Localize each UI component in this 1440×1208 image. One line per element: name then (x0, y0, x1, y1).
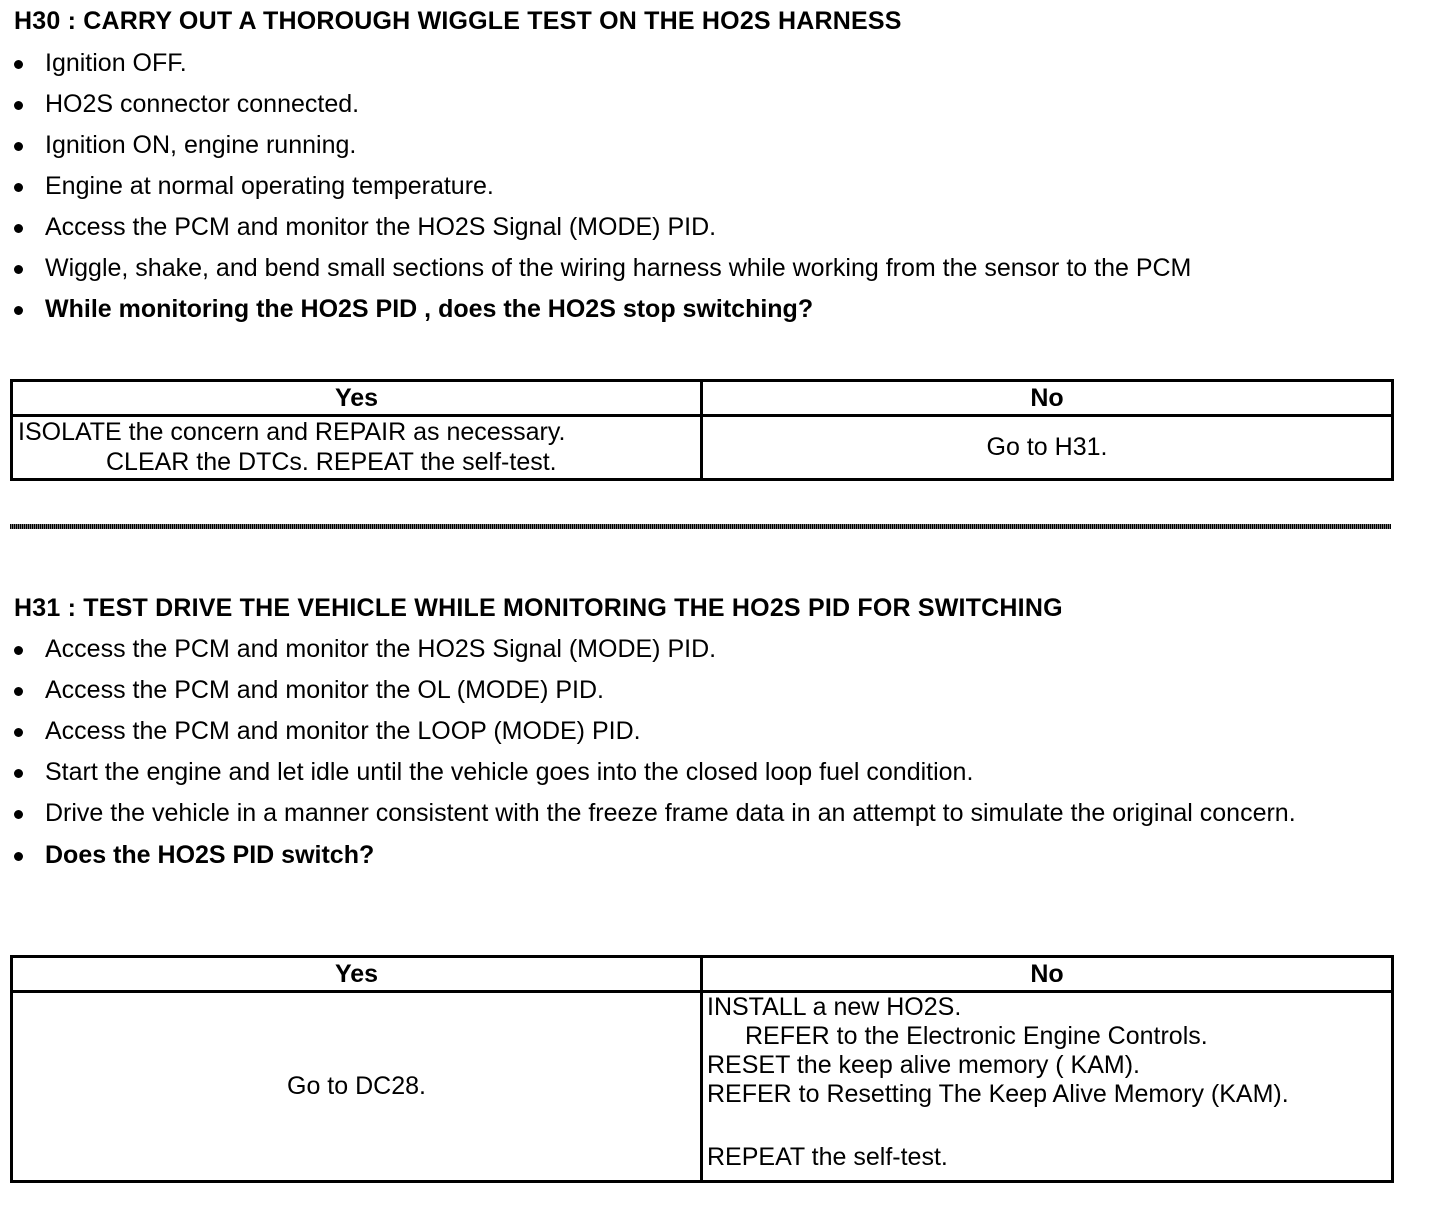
h31-title: H31 : TEST DRIVE THE VEHICLE WHILE MONITORING THE HO2S PID FOR SWITCHING (14, 594, 1063, 622)
h31-no-cell (702, 992, 1393, 1182)
h31-step-5: Drive the vehicle in a manner consistent with the freeze frame data in an attempt to simulate the original concern. (14, 798, 1394, 829)
h30-result-table (10, 379, 1394, 481)
h30-yes-line-2: CLEAR the DTCs. REPEAT the self-test. (106, 448, 557, 476)
h31-yes-header: Yes (12, 957, 702, 992)
h31-step-3: Access the PCM and monitor the LOOP (MODE) PID. (14, 716, 1394, 746)
section-divider (10, 524, 1391, 529)
h31-question: Does the HO2S PID switch? (14, 840, 1394, 870)
h30-step-3: Ignition ON, engine running. (14, 130, 1394, 160)
h30-no-header: No (702, 381, 1393, 416)
h30-step-2: HO2S connector connected. (14, 89, 1394, 119)
h30-step-1: Ignition OFF. (14, 48, 1394, 78)
h31-no-line-5: REPEAT the self-test. (707, 1143, 948, 1171)
h30-step-4: Engine at normal operating temperature. (14, 171, 1394, 201)
h31-no-line-4: REFER to Resetting The Keep Alive Memory (KAM). (707, 1080, 1289, 1108)
h31-no-header: No (702, 957, 1393, 992)
h31-no-line-2: REFER to the Electronic Engine Controls. (745, 1022, 1208, 1050)
h30-title: H30 : CARRY OUT A THOROUGH WIGGLE TEST ON THE HO2S HARNESS (14, 7, 902, 35)
h30-step-list (14, 48, 1394, 335)
h31-yes-cell: Go to DC28. (12, 992, 702, 1182)
h31-result-table (10, 955, 1394, 1183)
h30-no-cell: Go to H31. (702, 416, 1393, 480)
h30-step-5: Access the PCM and monitor the HO2S Signal (MODE) PID. (14, 212, 1394, 242)
h31-step-list (14, 634, 1394, 881)
h30-yes-cell (12, 416, 702, 480)
h30-yes-header: Yes (12, 381, 702, 416)
h31-no-line-3: RESET the keep alive memory ( KAM). (707, 1051, 1141, 1079)
h30-question: While monitoring the HO2S PID , does the HO2S stop switching? (14, 294, 1394, 324)
h31-no-line-1: INSTALL a new HO2S. (707, 993, 962, 1021)
h30-step-6: Wiggle, shake, and bend small sections of the wiring harness while working from the sensor to the PCM (14, 253, 1394, 283)
h31-step-1: Access the PCM and monitor the HO2S Signal (MODE) PID. (14, 634, 1394, 664)
h30-yes-line-1: ISOLATE the concern and REPAIR as necessary. (18, 418, 566, 446)
h31-step-4: Start the engine and let idle until the vehicle goes into the closed loop fuel condition. (14, 757, 1394, 787)
h31-step-2: Access the PCM and monitor the OL (MODE) PID. (14, 675, 1394, 705)
